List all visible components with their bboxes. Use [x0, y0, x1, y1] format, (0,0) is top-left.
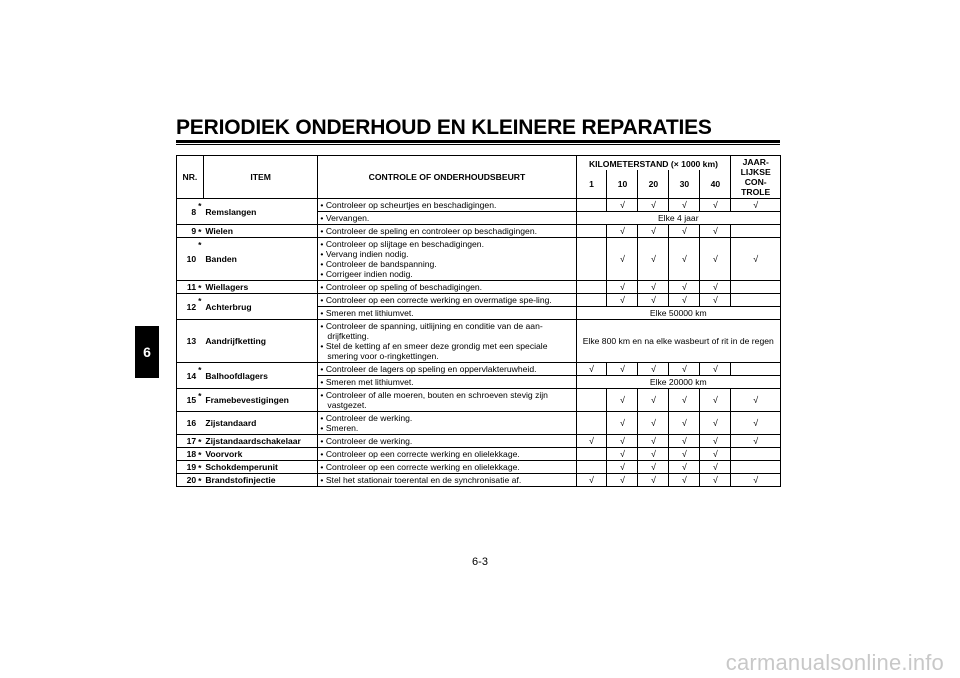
- check-item: • Vervang indien nodig.: [320, 249, 573, 259]
- empty-cell: [576, 238, 607, 281]
- table-row: [177, 474, 781, 487]
- row-check-description: [318, 199, 576, 212]
- check-mark: √: [669, 294, 700, 307]
- check-mark: √: [607, 225, 638, 238]
- check-mark: √: [607, 363, 638, 376]
- header-annual: JAAR- LIJKSE CON- TROLE: [731, 156, 781, 199]
- watermark: carmanualsonline.info: [725, 650, 944, 675]
- check-mark: √: [607, 461, 638, 474]
- check-item: • Controleer op een correcte werking en overmatige spe-ling.: [320, 295, 573, 305]
- check-mark: √: [669, 474, 700, 487]
- check-item: • Controleer op een correcte werking en olielekkage.: [320, 462, 573, 472]
- row-item: Voorvork: [203, 448, 318, 461]
- row-number: 15: [177, 389, 198, 412]
- row-number: 8: [177, 199, 198, 225]
- row-star: *: [197, 294, 203, 320]
- check-item: • Vervangen.: [320, 213, 573, 223]
- row-check-description: [318, 281, 576, 294]
- check-mark: √: [607, 435, 638, 448]
- interval-note: Elke 4 jaar: [576, 212, 780, 225]
- check-item: • Controleer de spanning, uitlijning en conditie van de aan-drijfketting.: [320, 321, 573, 341]
- row-check-description: [318, 376, 576, 389]
- empty-cell: [576, 448, 607, 461]
- row-number: 16: [177, 412, 198, 435]
- maintenance-table: [176, 155, 781, 487]
- check-mark: √: [700, 474, 731, 487]
- header-km-col: 30: [669, 170, 700, 199]
- row-check-description: [318, 389, 576, 412]
- check-mark: √: [638, 363, 669, 376]
- check-mark: √: [638, 474, 669, 487]
- row-item: Balhoofdlagers: [203, 363, 318, 389]
- check-mark: √: [607, 474, 638, 487]
- check-mark: √: [700, 199, 731, 212]
- check-mark: √: [669, 199, 700, 212]
- check-list: [320, 377, 573, 387]
- table-row: [177, 320, 781, 363]
- row-item: Aandrijfketting: [203, 320, 318, 363]
- check-mark: √: [669, 281, 700, 294]
- check-mark: √: [638, 281, 669, 294]
- check-mark: √: [607, 448, 638, 461]
- row-number: 19: [177, 461, 198, 474]
- check-item: • Controleer de speling en controleer op beschadigingen.: [320, 226, 573, 236]
- header-km: KILOMETERSTAND (× 1000 km): [576, 156, 731, 171]
- check-mark: √: [638, 461, 669, 474]
- check-mark: √: [669, 389, 700, 412]
- row-check-description: [318, 461, 576, 474]
- check-mark: √: [700, 294, 731, 307]
- check-list: [320, 226, 573, 236]
- row-number: 11: [177, 281, 198, 294]
- check-mark: √: [638, 238, 669, 281]
- row-item: Brandstofinjectie: [203, 474, 318, 487]
- check-item: • Controleer de werking.: [320, 413, 573, 423]
- check-mark: √: [607, 389, 638, 412]
- row-star: *: [197, 281, 203, 294]
- table-row: [177, 199, 781, 212]
- check-mark: √: [607, 294, 638, 307]
- empty-cell: [731, 225, 781, 238]
- check-mark: √: [607, 412, 638, 435]
- interval-note: Elke 800 km en na elke wasbeurt of rit in de regen: [576, 320, 780, 363]
- check-list: [320, 390, 573, 410]
- check-mark: √: [700, 435, 731, 448]
- empty-cell: [576, 225, 607, 238]
- check-list: [320, 213, 573, 223]
- row-check-description: [318, 212, 576, 225]
- check-list: [320, 282, 573, 292]
- header-km-col: 1: [576, 170, 607, 199]
- row-check-description: [318, 435, 576, 448]
- header-check: CONTROLE OF ONDERHOUDSBEURT: [318, 156, 576, 199]
- check-list: [320, 239, 573, 279]
- check-item: • Controleer op scheurtjes en beschadigingen.: [320, 200, 573, 210]
- check-list: [320, 462, 573, 472]
- row-star: *: [197, 363, 203, 389]
- row-number: 12: [177, 294, 198, 320]
- check-item: • Controleer op een correcte werking en olielekkage.: [320, 449, 573, 459]
- page-number: 6-3: [472, 556, 488, 568]
- row-check-description: [318, 238, 576, 281]
- table-row: [177, 281, 781, 294]
- row-check-description: [318, 363, 576, 376]
- table-row: [177, 461, 781, 474]
- check-mark: √: [731, 474, 781, 487]
- title-rule-thin: [176, 144, 780, 145]
- check-mark: √: [669, 435, 700, 448]
- row-item: Framebevestigingen: [203, 389, 318, 412]
- check-mark: √: [700, 389, 731, 412]
- table-row: [177, 448, 781, 461]
- check-mark: √: [576, 474, 607, 487]
- title-rule-thick: [176, 140, 780, 143]
- check-mark: √: [638, 448, 669, 461]
- row-check-description: [318, 448, 576, 461]
- table-row: [177, 238, 781, 281]
- table-row: [177, 225, 781, 238]
- check-mark: √: [607, 199, 638, 212]
- check-mark: √: [700, 225, 731, 238]
- row-number: 17: [177, 435, 198, 448]
- check-item: • Controleer op speling of beschadigingen.: [320, 282, 573, 292]
- empty-cell: [576, 199, 607, 212]
- row-star: *: [197, 389, 203, 412]
- row-star: *: [197, 474, 203, 487]
- row-item: Wielen: [203, 225, 318, 238]
- check-list: [320, 200, 573, 210]
- check-list: [320, 436, 573, 446]
- check-mark: √: [731, 435, 781, 448]
- check-list: [320, 295, 573, 305]
- check-mark: √: [700, 238, 731, 281]
- check-item: • Stel het stationair toerental en de synchronisatie af.: [320, 475, 573, 485]
- header-nr: NR.: [177, 156, 204, 199]
- check-list: [320, 413, 573, 433]
- check-item: • Controleer of alle moeren, bouten en schroeven stevig zijn vastgezet.: [320, 390, 573, 410]
- row-number: 18: [177, 448, 198, 461]
- check-mark: √: [638, 225, 669, 238]
- check-list: [320, 364, 573, 374]
- check-mark: √: [700, 448, 731, 461]
- row-star: *: [197, 238, 203, 281]
- header-item: ITEM: [203, 156, 318, 199]
- chapter-tab: 6: [135, 326, 159, 378]
- empty-cell: [576, 412, 607, 435]
- table-row: [177, 389, 781, 412]
- check-mark: √: [669, 448, 700, 461]
- check-mark: √: [669, 238, 700, 281]
- check-item: • Corrigeer indien nodig.: [320, 269, 573, 279]
- row-star: *: [197, 461, 203, 474]
- check-item: • Smeren met lithiumvet.: [320, 377, 573, 387]
- row-item: Banden: [203, 238, 318, 281]
- empty-cell: [731, 448, 781, 461]
- empty-cell: [731, 281, 781, 294]
- row-check-description: [318, 412, 576, 435]
- check-mark: √: [638, 412, 669, 435]
- check-mark: √: [576, 363, 607, 376]
- interval-note: Elke 20000 km: [576, 376, 780, 389]
- check-mark: √: [607, 281, 638, 294]
- check-mark: √: [607, 238, 638, 281]
- empty-cell: [731, 294, 781, 307]
- interval-note: Elke 50000 km: [576, 307, 780, 320]
- check-list: [320, 475, 573, 485]
- check-mark: √: [638, 435, 669, 448]
- check-mark: √: [700, 461, 731, 474]
- check-mark: √: [700, 363, 731, 376]
- row-check-description: [318, 474, 576, 487]
- check-mark: √: [638, 389, 669, 412]
- check-mark: √: [700, 281, 731, 294]
- check-mark: √: [700, 412, 731, 435]
- check-list: [320, 308, 573, 318]
- empty-cell: [576, 461, 607, 474]
- row-item: Achterbrug: [203, 294, 318, 320]
- check-item: • Controleer de bandspanning.: [320, 259, 573, 269]
- table-row: [177, 294, 781, 307]
- row-number: 13: [177, 320, 198, 363]
- check-mark: √: [638, 199, 669, 212]
- row-item: Zijstandaard: [203, 412, 318, 435]
- page-title: PERIODIEK ONDERHOUD EN KLEINERE REPARATIES: [176, 116, 712, 139]
- empty-cell: [731, 461, 781, 474]
- check-mark: √: [669, 461, 700, 474]
- check-mark: √: [669, 363, 700, 376]
- row-item: Zijstandaardschakelaar: [203, 435, 318, 448]
- row-star: *: [197, 435, 203, 448]
- row-check-description: [318, 320, 576, 363]
- check-mark: √: [731, 389, 781, 412]
- check-mark: √: [576, 435, 607, 448]
- empty-cell: [576, 294, 607, 307]
- table-row: [177, 363, 781, 376]
- row-number: 9: [177, 225, 198, 238]
- table-header-row-1: [177, 156, 781, 171]
- row-number: 20: [177, 474, 198, 487]
- row-star: *: [197, 448, 203, 461]
- row-star: *: [197, 225, 203, 238]
- check-mark: √: [731, 238, 781, 281]
- row-item: Schokdemperunit: [203, 461, 318, 474]
- row-check-description: [318, 225, 576, 238]
- check-mark: √: [669, 225, 700, 238]
- check-item: • Smeren met lithiumvet.: [320, 308, 573, 318]
- header-km-col: 10: [607, 170, 638, 199]
- row-check-description: [318, 307, 576, 320]
- row-star: *: [197, 199, 203, 225]
- check-item: • Controleer op slijtage en beschadigingen.: [320, 239, 573, 249]
- row-item: Remslangen: [203, 199, 318, 225]
- empty-cell: [731, 363, 781, 376]
- header-km-col: 40: [700, 170, 731, 199]
- check-mark: √: [731, 412, 781, 435]
- row-number: 14: [177, 363, 198, 389]
- table-row: [177, 412, 781, 435]
- header-km-col: 20: [638, 170, 669, 199]
- check-mark: √: [731, 199, 781, 212]
- check-item: • Smeren.: [320, 423, 573, 433]
- row-number: 10: [177, 238, 198, 281]
- check-list: [320, 321, 573, 361]
- empty-cell: [576, 389, 607, 412]
- table-row: [177, 435, 781, 448]
- row-item: Wiellagers: [203, 281, 318, 294]
- check-item: • Controleer de werking.: [320, 436, 573, 446]
- check-item: • Stel de ketting af en smeer deze grondig met een speciale smering voor o-ringkettingen.: [320, 341, 573, 361]
- check-mark: √: [638, 294, 669, 307]
- check-mark: √: [669, 412, 700, 435]
- check-item: • Controleer de lagers op speling en oppervlakteruwheid.: [320, 364, 573, 374]
- check-list: [320, 449, 573, 459]
- row-check-description: [318, 294, 576, 307]
- empty-cell: [576, 281, 607, 294]
